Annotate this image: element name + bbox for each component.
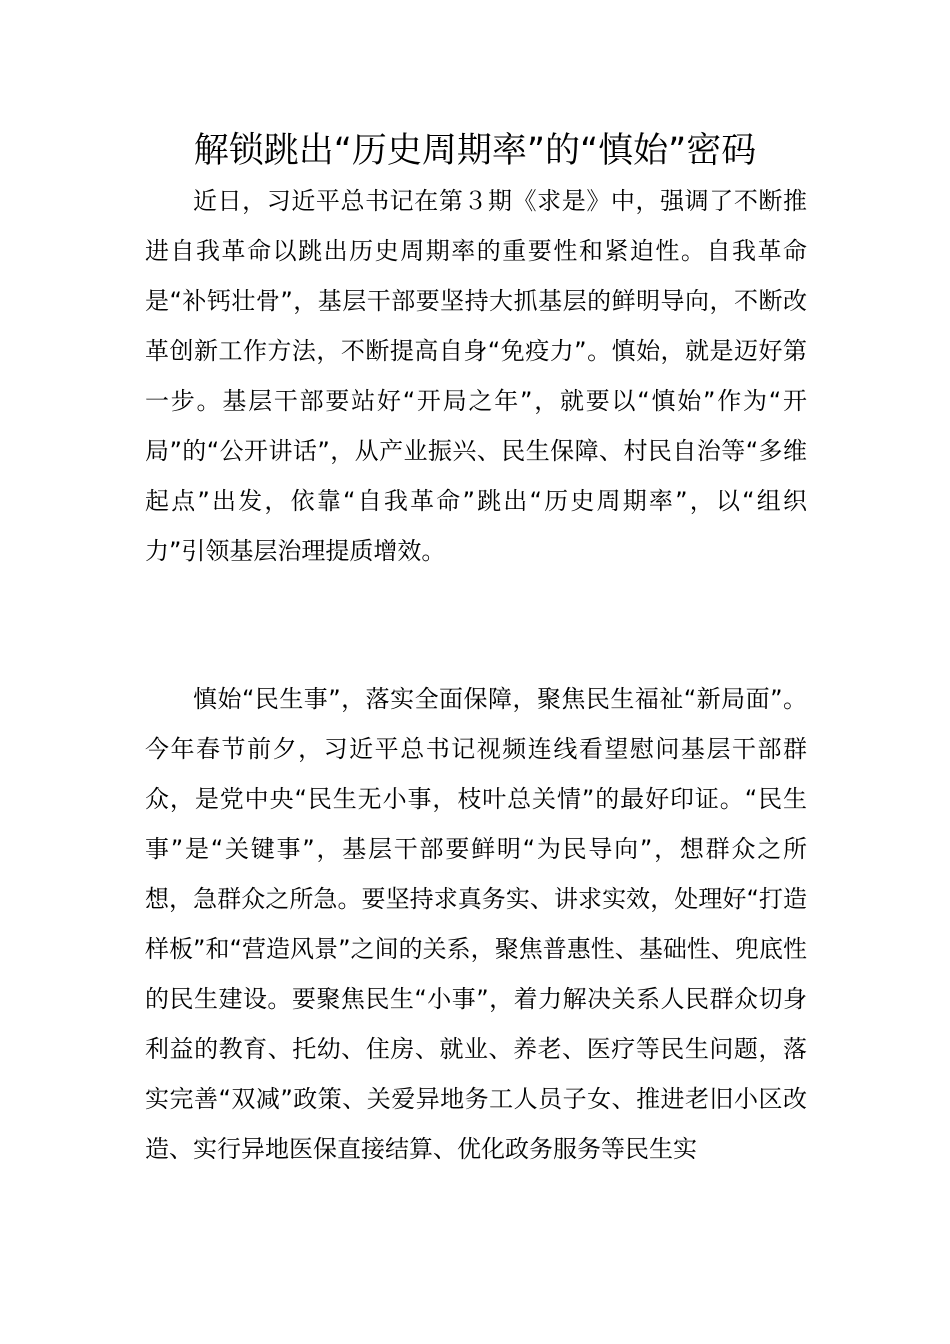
paragraph-intro: 近日，习近平总书记在第３期《求是》中，强调了不断推进自我革命以跳出历史周期率的重要性和紧迫性。自我革命是“补钙壮骨”，基层干部要坚持大抓基层的鲜明导向，不断改革创新工作方法，不断提高自身“免疫力”。慎始，就是迈好第一步。基层干部要站好“开局之年”，就要以“慎始”作为“开局”的“公开讲话”，从产业振兴、民生保障、村民自治等“多维起点”出发，依靠“自我革命”跳出“历史周期率”，以“组织力”引领基层治理提质增效。: [145, 187, 807, 565]
document-title: 解锁跳出“历史周期率”的“慎始”密码: [193, 131, 757, 171]
paragraph-livelihood: 慎始“民生事”，落实全面保障，聚焦民生福祉“新局面”。今年春节前夕，习近平总书记视频连线看望慰问基层干部群众，是党中央“民生无小事，枝叶总关情”的最好印证。“民生事”是“关键事”，基层干部要鲜明“为民导向”，想群众之所想，急群众之所急。要坚持求真务实、讲求实效，处理好“打造样板”和“营造风景”之间的关系，聚焦普惠性、基础性、兜底性的民生建设。要聚焦民生“小事”，着力解决关系人民群众切身利益的教育、托幼、住房、就业、养老、医疗等民生问题，落实完善“双减”政策、关爱异地务工人员子女、推进老旧小区改造、实行异地医保直接结算、优化政务服务等民生实: [145, 685, 807, 1163]
